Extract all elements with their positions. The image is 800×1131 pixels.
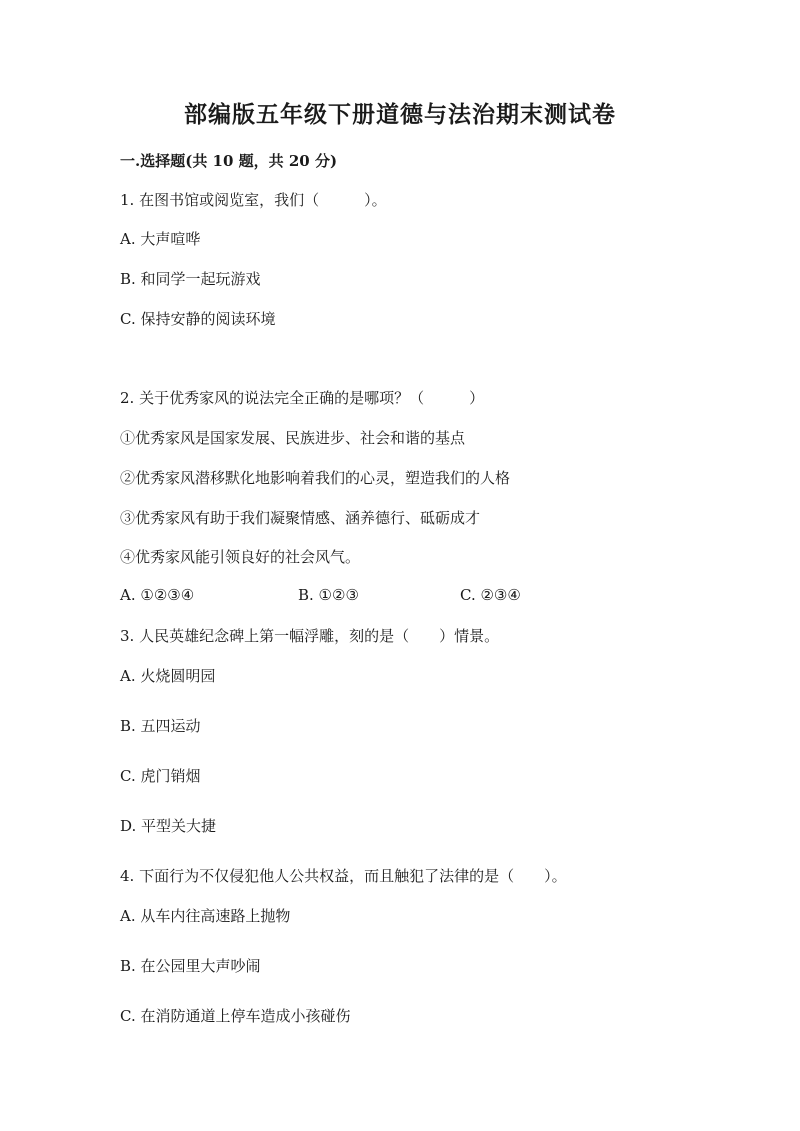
question-1-option-a: A. 大声喧哗 [120, 230, 201, 248]
question-2-statement-1: ①优秀家风是国家发展、民族进步、社会和谐的基点 [120, 429, 466, 447]
question-2-option-c: C. ②③④ [460, 586, 521, 604]
question-3-option-b: B. 五四运动 [120, 717, 201, 735]
question-3-stem: 3. 人民英雄纪念碑上第一幅浮雕，刻的是（ ）情景。 [120, 627, 500, 645]
question-2-statement-4: ④优秀家风能引领良好的社会风气。 [120, 548, 361, 566]
question-1-option-c: C. 保持安静的阅读环境 [120, 310, 276, 328]
question-2-option-b: B. ①②③ [298, 586, 359, 604]
question-3-option-a: A. 火烧圆明园 [120, 667, 216, 685]
question-3-option-d: D. 平型关大捷 [120, 817, 217, 835]
question-4-option-c: C. 在消防通道上停车造成小孩碰伤 [120, 1007, 351, 1025]
question-2-statement-3: ③优秀家风有助于我们凝聚情感、涵养德行、砥砺成才 [120, 509, 481, 527]
question-1-stem: 1. 在图书馆或阅览室，我们（ ）。 [120, 191, 387, 209]
question-4-option-a: A. 从车内往高速路上抛物 [120, 907, 291, 925]
question-2-statement-2: ②优秀家风潜移默化地影响着我们的心灵，塑造我们的人格 [120, 469, 511, 487]
question-4-option-b: B. 在公园里大声吵闹 [120, 957, 261, 975]
question-4-stem: 4. 下面行为不仅侵犯他人公共权益，而且触犯了法律的是（ ）。 [120, 867, 567, 885]
question-3-option-c: C. 虎门销烟 [120, 767, 201, 785]
page-title: 部编版五年级下册道德与法治期末测试卷 [184, 101, 616, 128]
question-1-option-b: B. 和同学一起玩游戏 [120, 270, 261, 288]
question-2-option-a: A. ①②③④ [120, 586, 195, 604]
section-heading: 一.选择题(共 10 题，共 20 分) [120, 152, 338, 170]
question-2-stem: 2. 关于优秀家风的说法完全正确的是哪项？（ ） [120, 389, 485, 407]
